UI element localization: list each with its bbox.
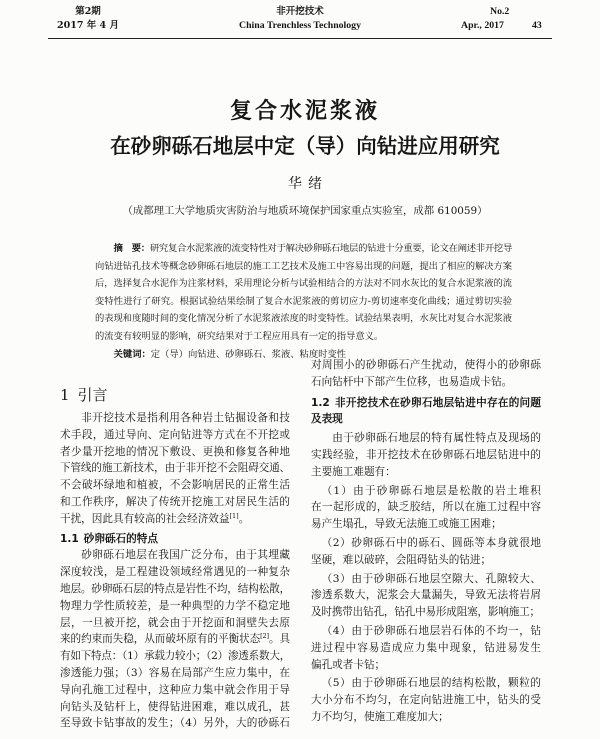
keywords-text: 定（导）向钻进、砂卵砾石、浆液、粘度时变性 xyxy=(150,348,347,360)
subsection-title: 非开挖技术在砂卵石地层钻进中存在的问题 xyxy=(334,396,541,409)
body-line: 向钻头及钻杆上，使得钻进困难，难以成孔，甚 xyxy=(60,700,290,713)
abstract-label: 摘 要： xyxy=(113,243,150,254)
body-text: 干扰，因此具有较高的社会经济效益 xyxy=(60,512,230,525)
body-line: 渗透能力强；（3）容易在局部产生应力集中，在 xyxy=(60,666,290,679)
header-rule xyxy=(48,38,552,39)
list-item-line: 偏孔或者卡钻； xyxy=(311,658,386,671)
list-item-line: 在一起形成的，缺乏胶结，所以在施工过程中容 xyxy=(311,501,541,514)
list-item-line: 坚硬，难以破碎，会阻碍钻头的钻进； xyxy=(311,553,492,566)
abstract-line: 的表现和度随时间的变化情况分析了水泥浆液浓度的时变特性。试验结果表明，水灰比对复合水泥浆液 xyxy=(95,313,512,325)
header-journal-en: China Trenchless Technology xyxy=(239,20,361,31)
header-page-number: 43 xyxy=(532,20,542,31)
body-line: 非开挖技术是指利用各种岩土钻掘设备和技 xyxy=(81,412,290,424)
body-line: 不会破坏绿地和植被，不会影响居民的正常生活 xyxy=(60,479,290,492)
list-item-line: （4）由于砂卵砾石地层岩石体的不均一，钻 xyxy=(321,624,541,637)
abstract-line: 向钻进钻孔技术等概念砂卵砾石地层的施工工艺技术及施工中容易出现的问题，提出了相应的解决方案 xyxy=(95,260,512,272)
body-line: 由于砂卵砾石地层的特有属性特点及现场的 xyxy=(332,432,541,445)
header-date-en: Apr., 2017 xyxy=(461,20,504,31)
paper-title-line-1: 复合水泥浆液 xyxy=(229,99,380,124)
subsection-heading-1-1 xyxy=(60,531,290,548)
keywords-label: 关键词： xyxy=(113,348,151,360)
abstract-line: 变特性进行了研究。根据试验结果绘制了复合水泥浆液的剪切应力-剪切速率变化曲线；通过剪切实验 xyxy=(95,295,512,307)
body-text: 。具 xyxy=(268,633,290,646)
list-item-line: 易产生塌孔，导致无法施工或施工困难； xyxy=(311,518,502,531)
body-text: 来的约束而失稳，从而破坏原有的平衡状态 xyxy=(60,633,261,646)
right-column xyxy=(311,357,541,726)
subsection-number: 1.2 xyxy=(311,396,330,409)
body-line: 对周围小的砂卵砾石产生扰动，使得小的砂卵砾 xyxy=(311,359,541,371)
header-issue-block xyxy=(52,5,124,33)
list-item-line: 进过程中容易造成应力集中现象，钻进易发生 xyxy=(311,641,541,654)
header-date-cn: 2017 年 4 月 xyxy=(57,20,119,31)
body-line: 主要施工难题有： xyxy=(311,465,396,478)
body-line: 和工作秩序，解决了传统开挖施工对居民生活的 xyxy=(60,495,290,508)
author-affiliation: （成都理工大学地质灾害防治与地质环境保护国家重点实验室，成都 610059） xyxy=(122,205,488,217)
header-issue-en: No.2 xyxy=(490,6,510,17)
subsection-number: 1.1 xyxy=(60,532,79,545)
section-number: 1 xyxy=(60,386,70,404)
body-line: 者少量开挖地的情况下敷设、更换和修复各种地 xyxy=(60,445,290,458)
body-line: 术手段，通过导向、定向钻进等方式在不开挖或 xyxy=(60,428,290,441)
header-journal-cn: 非开挖技术 xyxy=(276,6,324,17)
abstract-line: 后，选择复合水泥作为注浆材料，采用理论分析与试验相结合的方法对不同水灰比的复合水泥浆液的流 xyxy=(95,278,512,290)
body-line: 地层。砂卵砾石层的特点是岩性不均，结构松散， xyxy=(60,582,290,595)
author-name: 华绪 xyxy=(288,176,328,192)
section-title: 引言 xyxy=(77,386,108,404)
header-issue-cn: 第2期 xyxy=(75,6,101,17)
body-line: 石向钻杆中下部产生位移，也易造成卡钻。 xyxy=(311,375,513,388)
body-line: 实践经验，非开挖技术在砂卵砾石地层钻进中的 xyxy=(311,448,541,461)
body-line: 深度较浅，是工程建设领域经常遇见的一种复杂 xyxy=(60,566,290,579)
paper-title-line-2: 在砂卵砾石地层中定（导）向钻进应用研究 xyxy=(110,134,500,158)
body-line: 下管线的施工新技术，由于非开挖不会阻碍交通、 xyxy=(60,462,290,475)
subsection-title: 砂卵砾石的特点 xyxy=(83,532,158,545)
abstract-block xyxy=(95,240,512,363)
list-item-line: （5）由于砂卵砾石地层的结构松散，颗粒的 xyxy=(321,677,541,690)
body-line: 至导致卡钻事故的发生；（4）另外，大的砂砾石 xyxy=(60,717,290,730)
list-item-line: 力不均匀，使施工难度加大； xyxy=(311,710,449,723)
list-item-line: （2）砂卵砾石中的砾石、圆砾等本身就很地 xyxy=(321,536,541,549)
list-item-line: 渗透系数大，泥浆会大量漏失，导致无法将岩屑 xyxy=(311,589,541,602)
list-item-line: 及时携带出钻孔，钻孔中易形成阻塞，影响施工； xyxy=(311,606,540,619)
body-line: 有如下特点：（1）承载力较小；（2）渗透系数大， xyxy=(60,650,290,663)
body-line: 砂卵砾石地层在我国广泛分布，由于其埋藏 xyxy=(81,549,290,562)
body-line xyxy=(60,511,290,528)
citation-1: [1] xyxy=(229,511,239,520)
abstract-text: 研究复合水泥浆液的流变特性对于解决砂卵砾石地层的钻进十分重要，论文在阐述非开挖导 xyxy=(149,243,512,254)
left-column xyxy=(60,382,290,732)
body-line: 导向孔施工过程中，这种应力集中就会作用于导 xyxy=(60,683,290,696)
list-item-line: 大小分布不均匀，在定向钻进施工中，钻头的受 xyxy=(311,694,541,707)
citation-2: [2] xyxy=(260,632,269,641)
body-line: 物理力学性质较差，是一种典型的力学不稳定地 xyxy=(60,599,290,612)
section-heading xyxy=(60,382,290,410)
abstract-line: 的流变有较明显的影响，研究结果对于工程应用具有一定的指导意义。 xyxy=(95,330,384,342)
list-item-line: （1）由于砂卵砾石地层是松散的岩土堆积 xyxy=(321,484,541,497)
subsection-heading-1-2 xyxy=(311,395,541,412)
list-item-line: （3）由于砂卵砾石地层空隙大、孔隙较大、 xyxy=(321,572,541,585)
body-line xyxy=(60,631,290,648)
body-line: 层，一旦被开挖，就会由于开挖面和洞壁失去原 xyxy=(60,616,290,629)
body-text: 。 xyxy=(238,512,250,525)
abstract-line xyxy=(95,240,512,258)
header-journal-block xyxy=(220,5,380,33)
subsection-heading-1-2-cont: 及表现 xyxy=(311,413,343,426)
